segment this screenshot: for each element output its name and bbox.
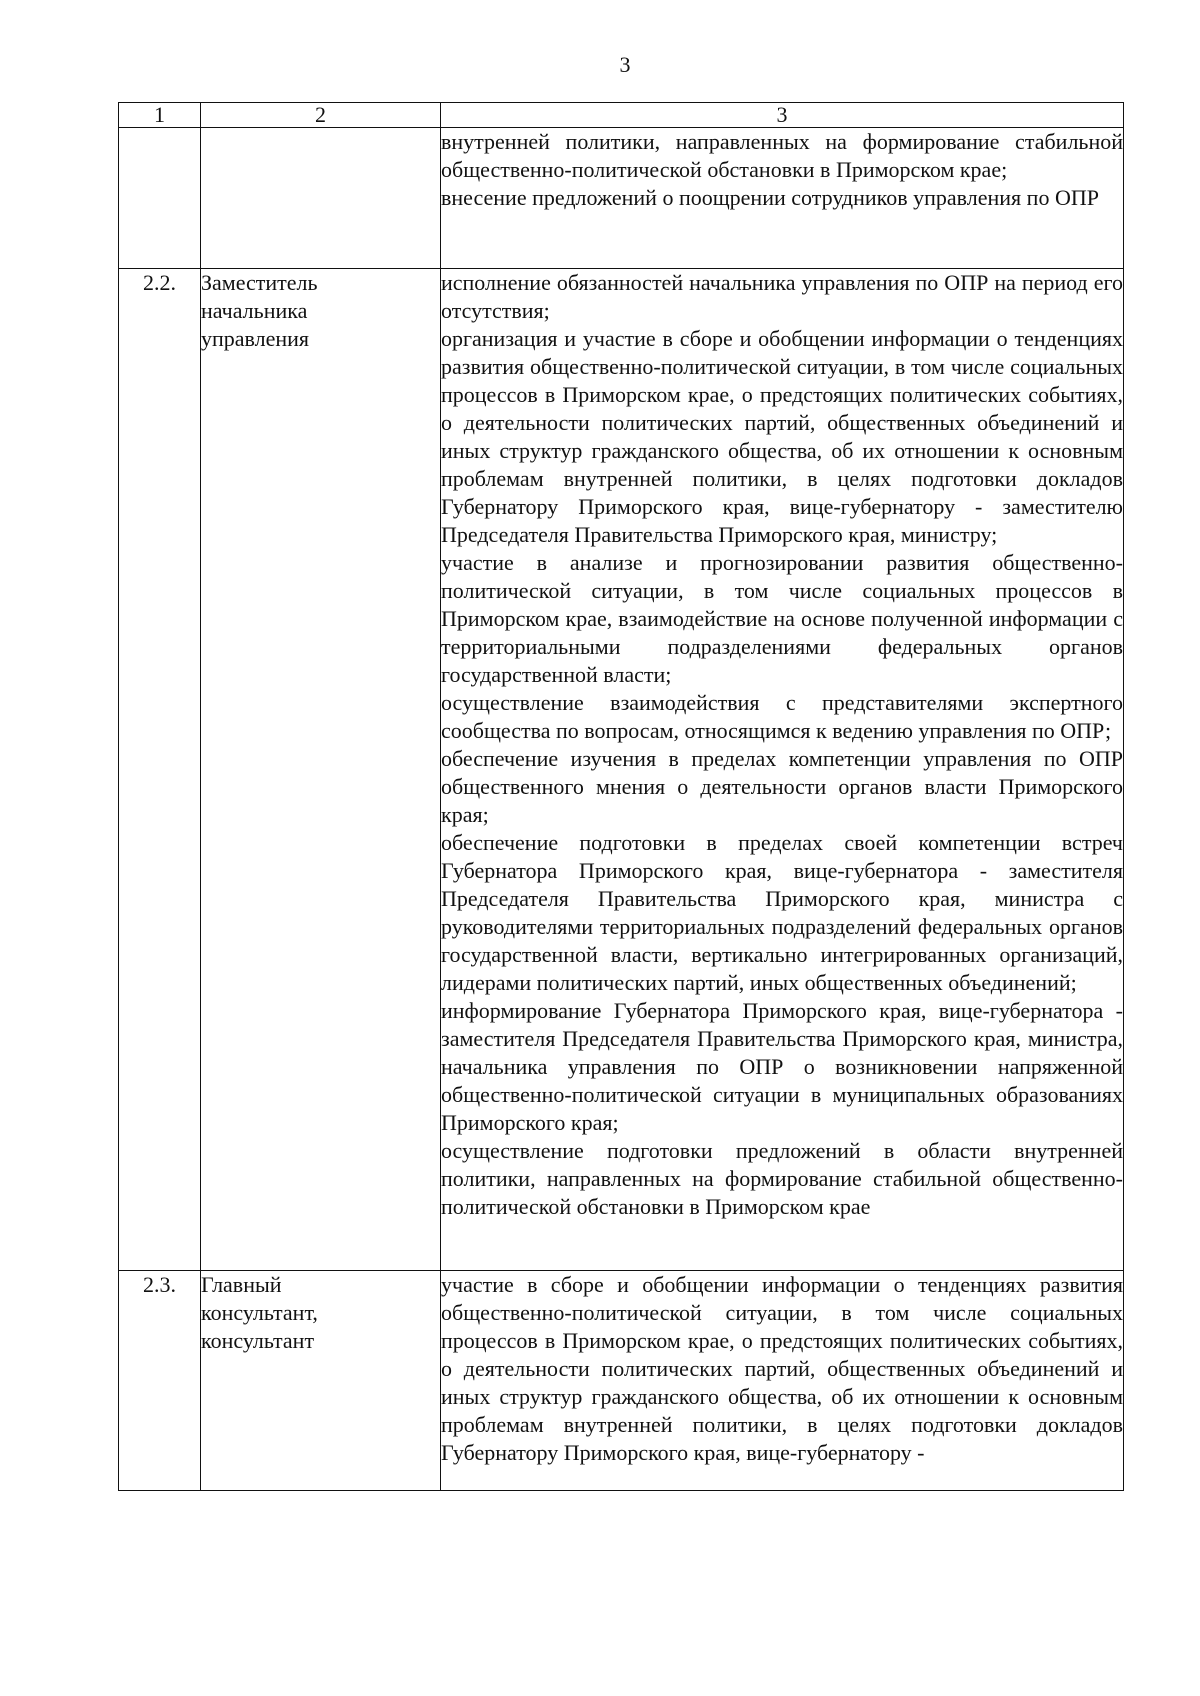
position-title-line: начальника — [201, 298, 308, 323]
duties-cell — [441, 269, 1124, 1271]
position-title-line: консультант — [201, 1328, 315, 1353]
position-cell — [201, 269, 441, 1271]
duty-item: обеспечение изучения в пределах компетенции управления по ОПР общественного мнения о деятельности органов власти Приморского края; — [441, 746, 1123, 827]
table-header-row — [119, 103, 1124, 128]
column-header-duties: 3 — [441, 103, 1124, 128]
duty-item: внутренней политики, направленных на формирование стабильной общественно-политической обстановки в Приморском крае; — [441, 129, 1123, 182]
duties-cell — [441, 128, 1124, 269]
position-title-line: управления — [201, 326, 310, 351]
position-title-line: консультант, — [201, 1300, 318, 1325]
duty-item: информирование Губернатора Приморского края, вице-губернатора - заместителя Председателя Правительства Приморского края, министра, начальника управления по ОПР о возникновении напряженной общественно-политической ситуации в муниципальных образованиях Приморского края; — [441, 998, 1123, 1135]
duties-table — [118, 102, 1124, 1491]
table-row — [119, 1271, 1124, 1491]
table-row — [119, 128, 1124, 269]
row-number — [119, 128, 201, 269]
position-cell — [201, 128, 441, 269]
position-cell — [201, 1271, 441, 1491]
row-number: 2.2. — [119, 269, 201, 1271]
duty-item: обеспечение подготовки в пределах своей компетенции встреч Губернатора Приморского края, вице-губернатора - заместителя Председателя Правительства Приморского края, министра с руководителями территориальных подразделений федеральных органов государственной власти, вертикально интегрированных организаций, лидерами политических партий, иных общественных объединений; — [441, 830, 1123, 995]
duty-item: осуществление подготовки предложений в области внутренней политики, направленных на формирование стабильной общественно-политической обстановки в Приморском крае — [441, 1138, 1123, 1219]
table-row — [119, 269, 1124, 1271]
duty-item: осуществление взаимодействия с представителями экспертного сообщества по вопросам, относящимся к ведению управления по ОПР; — [441, 690, 1123, 743]
page-number: 3 — [619, 52, 631, 77]
duty-item: участие в анализе и прогнозировании развития общественно-политической ситуации, в том числе социальных процессов в Приморском крае, взаимодействие на основе полученной информации с территориальными подразделениями федеральных органов государственной власти; — [441, 550, 1123, 687]
duty-item: организация и участие в сборе и обобщении информации о тенденциях развития общественно-политической ситуации, в том числе социальных процессов в Приморском крае, о предстоящих политических событиях, о деятельности политических партий, общественных объединений и иных структур гражданского общества, об их отношении к основным проблемам внутренней политики, в целях подготовки докладов Губернатору Приморского края, вице-губернатору - заместителю Председателя Правительства Приморского края, министру; — [441, 326, 1123, 547]
column-header-position: 2 — [201, 103, 441, 128]
row-number: 2.3. — [119, 1271, 201, 1491]
duty-item: внесение предложений о поощрении сотрудников управления по ОПР — [441, 185, 1099, 210]
position-title-line: Главный — [201, 1272, 282, 1297]
duties-cell — [441, 1271, 1124, 1491]
position-title-line: Заместитель — [201, 270, 318, 295]
column-header-number: 1 — [119, 103, 201, 128]
duty-item: участие в сборе и обобщении информации о тенденциях развития общественно-политической ситуации, в том числе социальных процессов в Приморском крае, о предстоящих политических событиях, о деятельности политических партий, общественных объединений и иных структур гражданского общества, об их отношении к основным проблемам внутренней политики, в целях подготовки докладов Губернатору Приморского края, вице-губернатору - — [441, 1272, 1123, 1465]
duty-item: исполнение обязанностей начальника управления по ОПР на период его отсутствия; — [441, 270, 1123, 323]
